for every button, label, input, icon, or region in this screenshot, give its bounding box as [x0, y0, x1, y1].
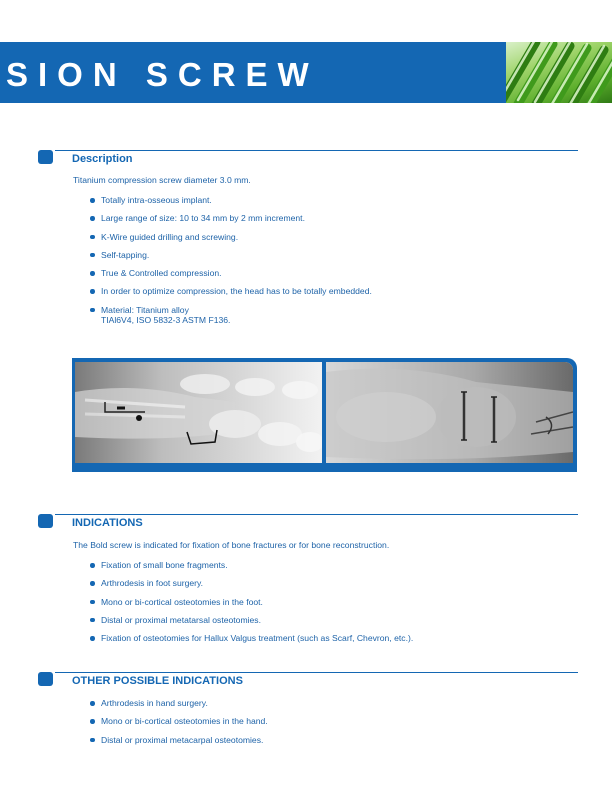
indications-intro: The Bold screw is indicated for fixation of bone fractures or for bone reconstruction.	[73, 540, 390, 550]
list-item: K-Wire guided drilling and screwing.	[90, 232, 372, 243]
other-indications-list	[90, 698, 268, 753]
bullet-icon	[90, 600, 95, 605]
bullet-icon	[90, 216, 95, 221]
other-indications-heading: OTHER POSSIBLE INDICATIONS	[72, 675, 243, 687]
section-marker	[38, 514, 53, 528]
section-marker	[38, 672, 53, 686]
section-marker	[38, 150, 53, 164]
list-item: Fixation of small bone fragments.	[90, 560, 413, 571]
list-item: Arthrodesis in foot surgery.	[90, 578, 413, 589]
description-heading: Description	[72, 153, 133, 165]
indications-section-header	[38, 514, 578, 530]
indications-list	[90, 560, 413, 651]
bullet-icon	[90, 636, 95, 641]
section-rule	[55, 514, 578, 515]
xray-image-strip	[72, 358, 577, 472]
bullet-icon	[90, 198, 95, 203]
description-intro: Titanium compression screw diameter 3.0 mm.	[73, 175, 251, 185]
list-item: Mono or bi-cortical osteotomies in the foot.	[90, 597, 413, 608]
list-item: Fixation of osteotomies for Hallux Valgus treatment (such as Scarf, Chevron, etc.).	[90, 633, 413, 644]
bullet-icon	[90, 618, 95, 623]
bullet-icon	[90, 289, 95, 294]
list-item: Arthrodesis in hand surgery.	[90, 698, 268, 709]
list-item: True & Controlled compression.	[90, 268, 372, 279]
bullet-icon	[90, 701, 95, 706]
list-item: Material: Titanium alloy TIAl6V4, ISO 5832-3 ASTM F136.	[90, 305, 372, 326]
list-item: Totally intra-osseous implant.	[90, 195, 372, 206]
bullet-icon	[90, 563, 95, 568]
other-indications-section-header	[38, 672, 578, 688]
bullet-icon	[90, 719, 95, 724]
xray-image-foot-dorsal	[75, 362, 322, 463]
bullet-icon	[90, 253, 95, 258]
description-list	[90, 195, 372, 334]
list-item: Self-tapping.	[90, 250, 372, 261]
list-item: Distal or proximal metatarsal osteotomies.	[90, 615, 413, 626]
bullet-icon	[90, 271, 95, 276]
indications-heading: INDICATIONS	[72, 517, 143, 529]
page-title: SION SCREW	[6, 56, 319, 93]
section-rule	[55, 672, 578, 673]
xray-image-foot-lateral	[326, 362, 573, 463]
bullet-icon	[90, 581, 95, 586]
list-item: Large range of size: 10 to 34 mm by 2 mm increment.	[90, 213, 372, 224]
description-section-header	[38, 150, 578, 166]
screw-thread-photo	[506, 42, 612, 103]
section-rule	[55, 150, 578, 151]
bullet-icon	[90, 738, 95, 743]
list-item: Distal or proximal metacarpal osteotomies.	[90, 735, 268, 746]
list-item: In order to optimize compression, the head has to be totally embedded.	[90, 286, 372, 297]
bullet-icon	[90, 308, 95, 313]
list-item: Mono or bi-cortical osteotomies in the hand.	[90, 716, 268, 727]
bullet-icon	[90, 235, 95, 240]
